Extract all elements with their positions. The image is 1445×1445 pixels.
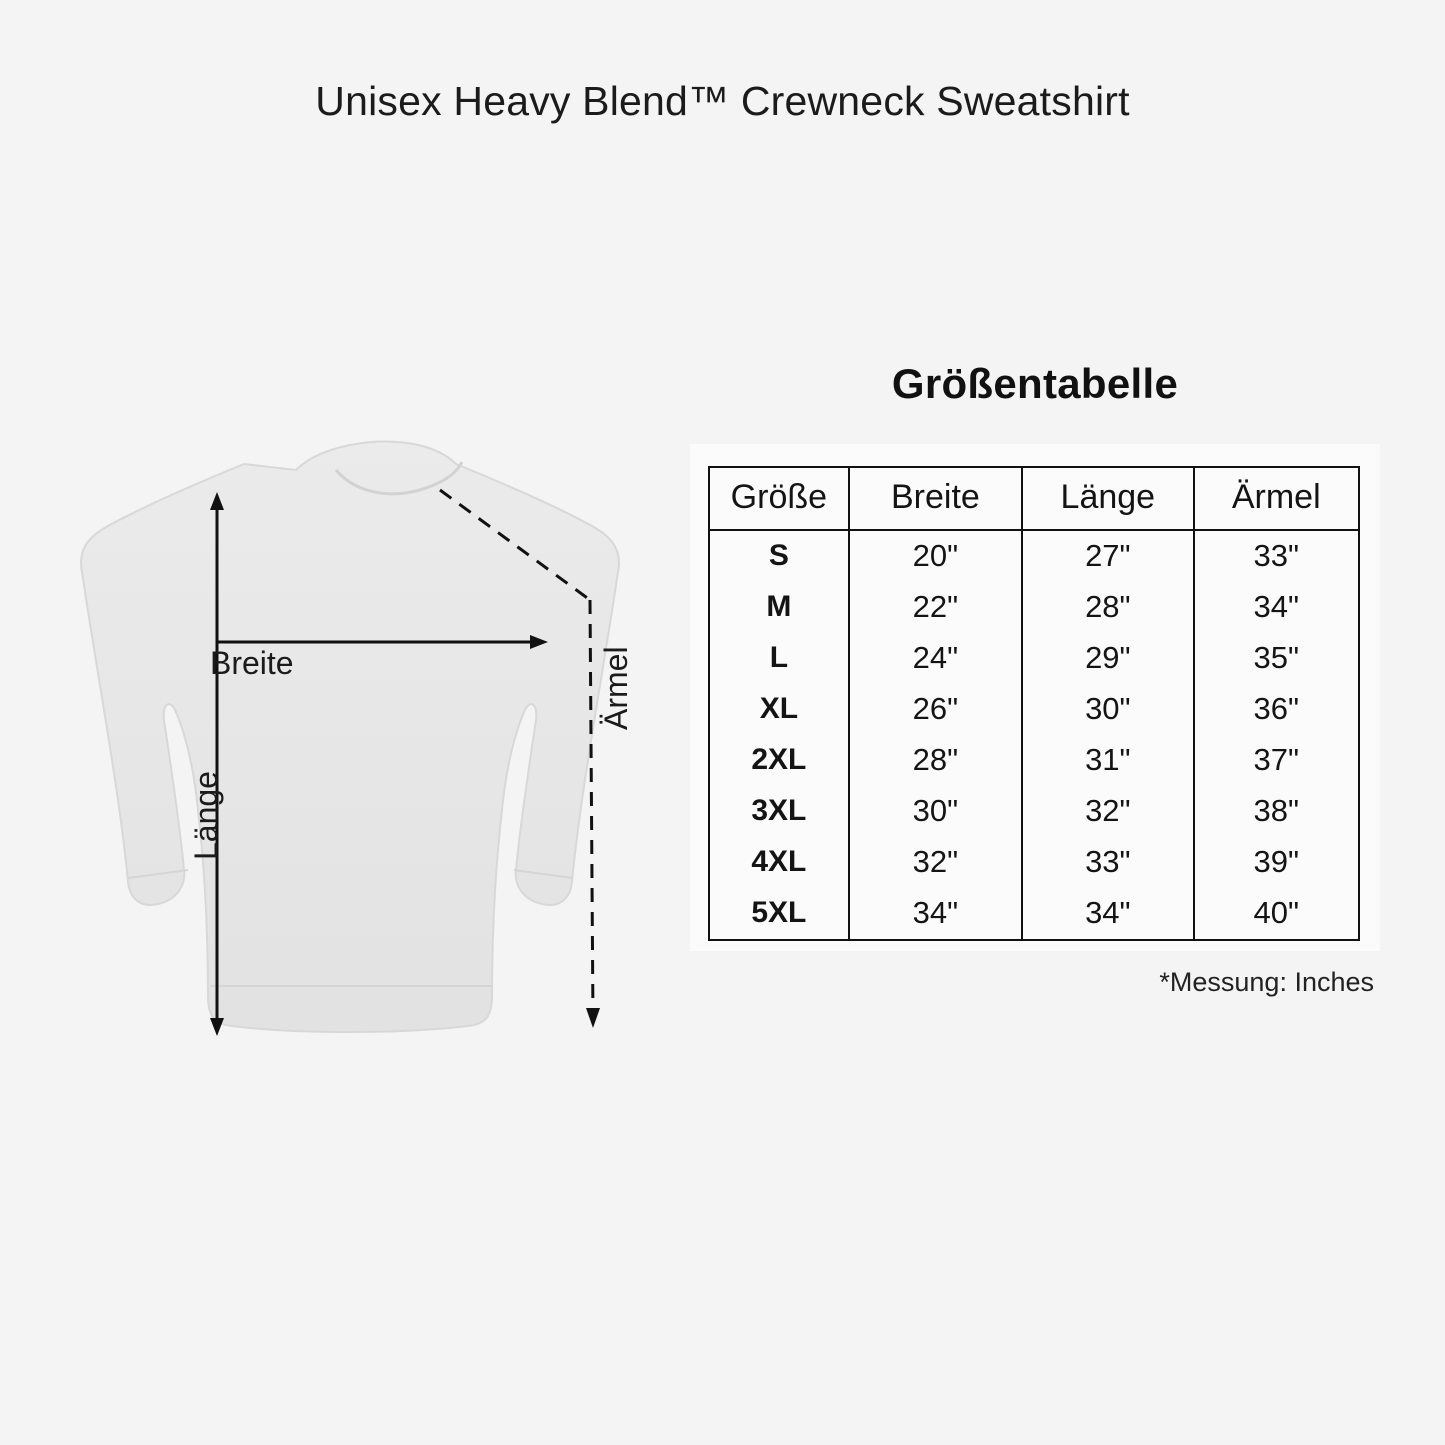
cell-size: S xyxy=(709,530,849,582)
cell-length: 33" xyxy=(1022,837,1193,888)
table-row xyxy=(709,582,1359,633)
cell-size: 5XL xyxy=(709,888,849,940)
table-row xyxy=(709,735,1359,786)
cell-length: 31" xyxy=(1022,735,1193,786)
column-header-size: Größe xyxy=(709,467,849,530)
table-row xyxy=(709,888,1359,940)
cell-length: 32" xyxy=(1022,786,1193,837)
page-title: Unisex Heavy Blend™ Crewneck Sweatshirt xyxy=(315,78,1130,124)
size-table xyxy=(708,466,1360,941)
cell-length: 30" xyxy=(1022,684,1193,735)
table-row xyxy=(709,530,1359,582)
cell-size: 3XL xyxy=(709,786,849,837)
cell-size: XL xyxy=(709,684,849,735)
table-row xyxy=(709,786,1359,837)
cell-length: 27" xyxy=(1022,530,1193,582)
cell-width: 26" xyxy=(849,684,1022,735)
cell-sleeve: 39" xyxy=(1194,837,1359,888)
measurement-note: *Messung: Inches xyxy=(1159,967,1374,997)
cell-length: 29" xyxy=(1022,633,1193,684)
garment-illustration xyxy=(60,430,680,1110)
column-header-width: Breite xyxy=(849,467,1022,530)
column-header-length: Länge xyxy=(1022,467,1193,530)
cell-sleeve: 35" xyxy=(1194,633,1359,684)
cell-length: 34" xyxy=(1022,888,1193,940)
label-aermel: Ärmel xyxy=(598,646,634,730)
cell-width: 24" xyxy=(849,633,1022,684)
cell-sleeve: 36" xyxy=(1194,684,1359,735)
cell-sleeve: 34" xyxy=(1194,582,1359,633)
table-row xyxy=(709,684,1359,735)
size-chart-section xyxy=(690,360,1380,998)
cell-width: 22" xyxy=(849,582,1022,633)
cell-sleeve: 38" xyxy=(1194,786,1359,837)
size-chart-panel xyxy=(690,444,1380,951)
table-header-row xyxy=(709,467,1359,530)
size-chart-heading: Größentabelle xyxy=(891,360,1179,407)
cell-size: M xyxy=(709,582,849,633)
cell-sleeve: 33" xyxy=(1194,530,1359,582)
cell-size: L xyxy=(709,633,849,684)
label-laenge: Länge xyxy=(188,771,224,860)
column-header-sleeve: Ärmel xyxy=(1194,467,1359,530)
label-breite: Breite xyxy=(210,645,294,681)
cell-sleeve: 37" xyxy=(1194,735,1359,786)
sweatshirt-drawing xyxy=(60,430,680,1110)
cell-width: 28" xyxy=(849,735,1022,786)
cell-width: 32" xyxy=(849,837,1022,888)
cell-width: 20" xyxy=(849,530,1022,582)
table-row xyxy=(709,633,1359,684)
cell-width: 30" xyxy=(849,786,1022,837)
cell-width: 34" xyxy=(849,888,1022,940)
cell-size: 4XL xyxy=(709,837,849,888)
table-row xyxy=(709,837,1359,888)
cell-length: 28" xyxy=(1022,582,1193,633)
cell-sleeve: 40" xyxy=(1194,888,1359,940)
cell-size: 2XL xyxy=(709,735,849,786)
